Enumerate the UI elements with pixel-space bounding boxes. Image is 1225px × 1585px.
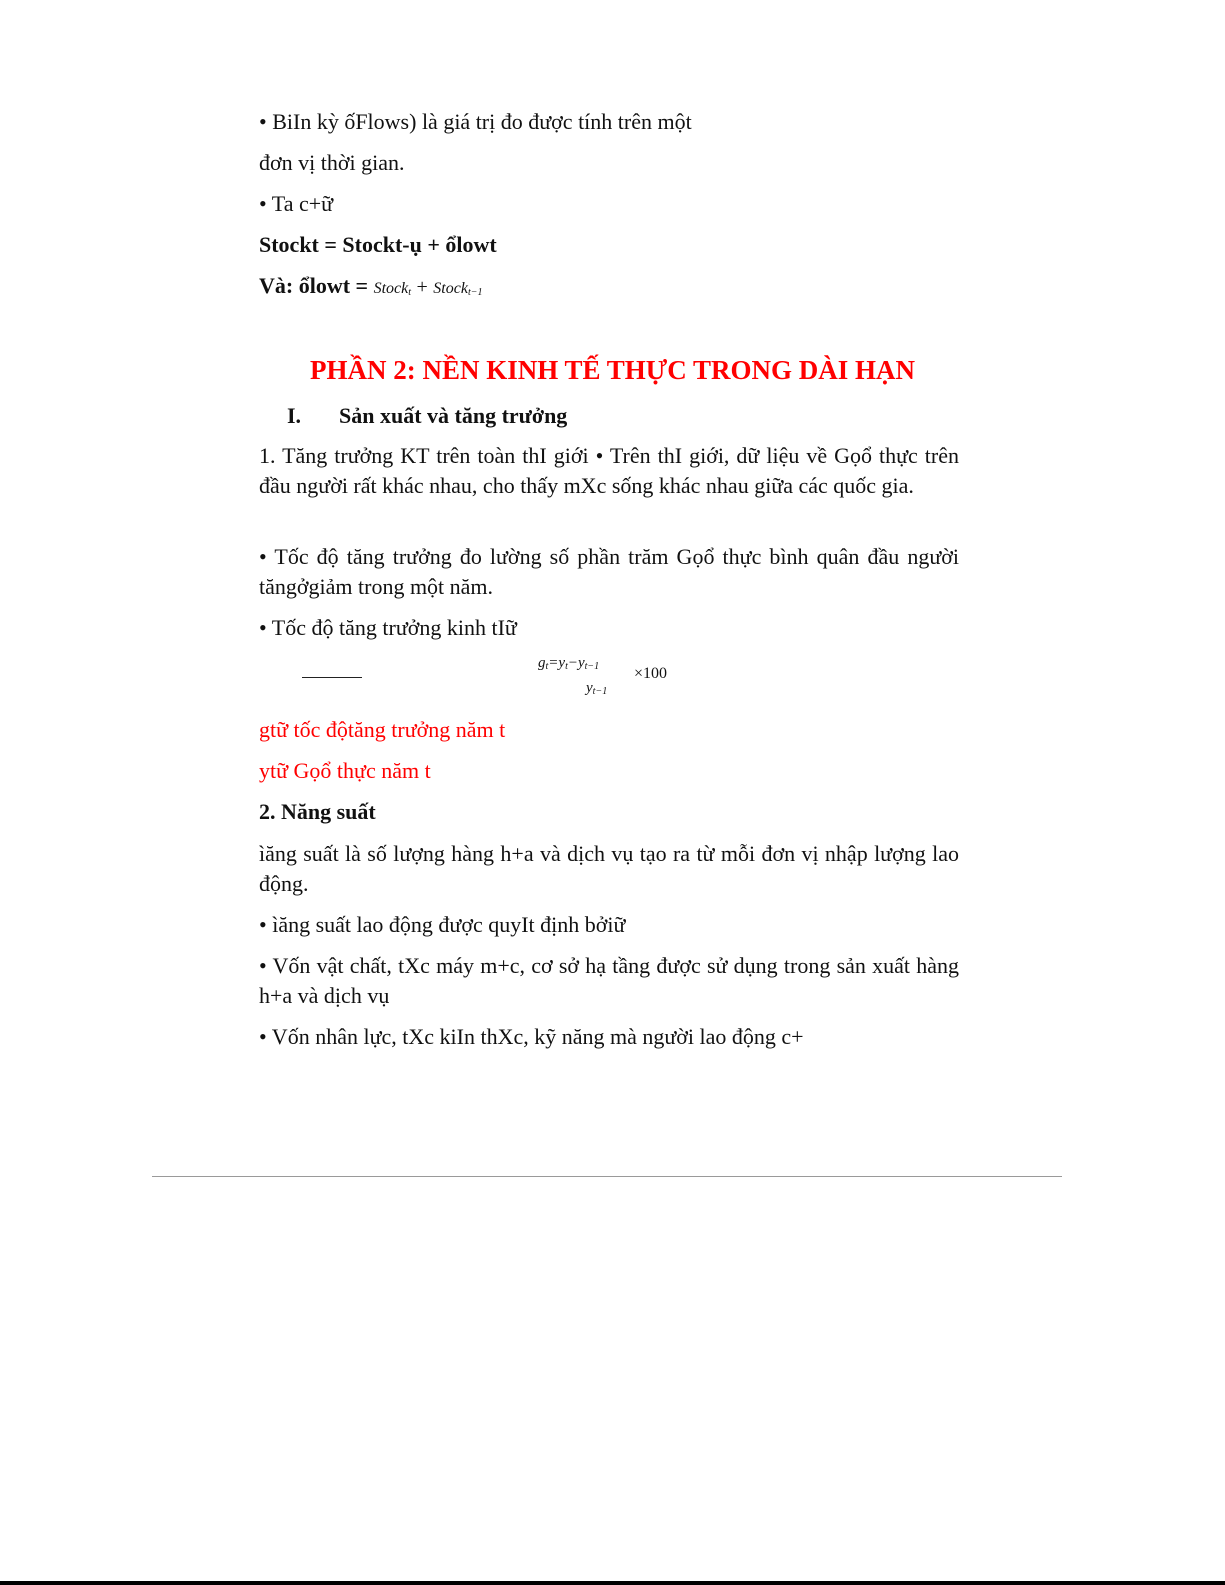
formula-operator: + [416,276,428,298]
subsection-heading: 2. Năng suất [259,799,376,824]
page-divider [152,1176,1062,1177]
text-line: • Tốc độ tăng trưởng kinh tIữ [259,615,517,640]
formula-denominator: $y_{t-1}$ [586,680,608,697]
formula-term: Stock [433,280,468,297]
paragraph: • Tốc độ tăng trưởng đo lường số phần trăm Gọổ thực bình quân đầu người tăngởgiảm trong một năm. [259,544,959,599]
paragraph: ìăng suất là số lượng hàng h+a và dịch vụ tạo ra từ mỗi đơn vị nhập lượng lao động. [259,841,959,896]
formula-subscript: t [408,287,412,298]
definition-line: gtữ tốc độtăng trưởng năm t [259,717,506,742]
formula-term: Stock [373,280,409,297]
definition-line: ytữ Gọổ thực năm t [259,758,431,783]
paragraph: 1. Tăng trưởng KT trên toàn thI giới • Trên thI giới, dữ liệu về Gọổ thực trên đầu người rất khác nhau, cho thấy mXc sống khác nhau giữa các quốc gia. [259,443,959,498]
fraction-rule [302,677,362,678]
text-line: • Vốn nhân lực, tXc kiIn thXc, kỹ năng mà người lao động c+ [259,1024,804,1049]
formula-subscript: t−1 [467,287,483,298]
section-number: I. [287,403,302,428]
formula-numerator: $g_t=y_t-y_{t-1}$ [538,655,600,672]
text-line: đơn vị thời gian. [259,150,405,175]
section-title: Sản xuất và tăng trưởng [339,403,568,428]
text-line: • BiIn kỳ ốFlows) là giá trị đo được tính trên một [259,109,692,134]
text-line: • ìăng suất lao động được quyIt định bởiữ [259,912,626,937]
paragraph: • Vốn vật chất, tXc máy m+c, cơ sở hạ tầng được sử dụng trong sản xuất hàng h+a và dịch vụ [259,953,959,1008]
formula-flow [259,271,482,308]
bottom-edge [0,1581,1225,1585]
text-line: • Ta c+ữ [259,191,334,216]
formula-multiplier: ×100 [634,665,668,682]
part-title: PHẦN 2: NỀN KINH TẾ THỰC TRONG DÀI HẠN [309,355,916,385]
formula-stock: Stockt = Stockt-ụ + ổlowt [259,232,497,257]
formula-flow-label: Và: ổlowt = [259,273,369,298]
